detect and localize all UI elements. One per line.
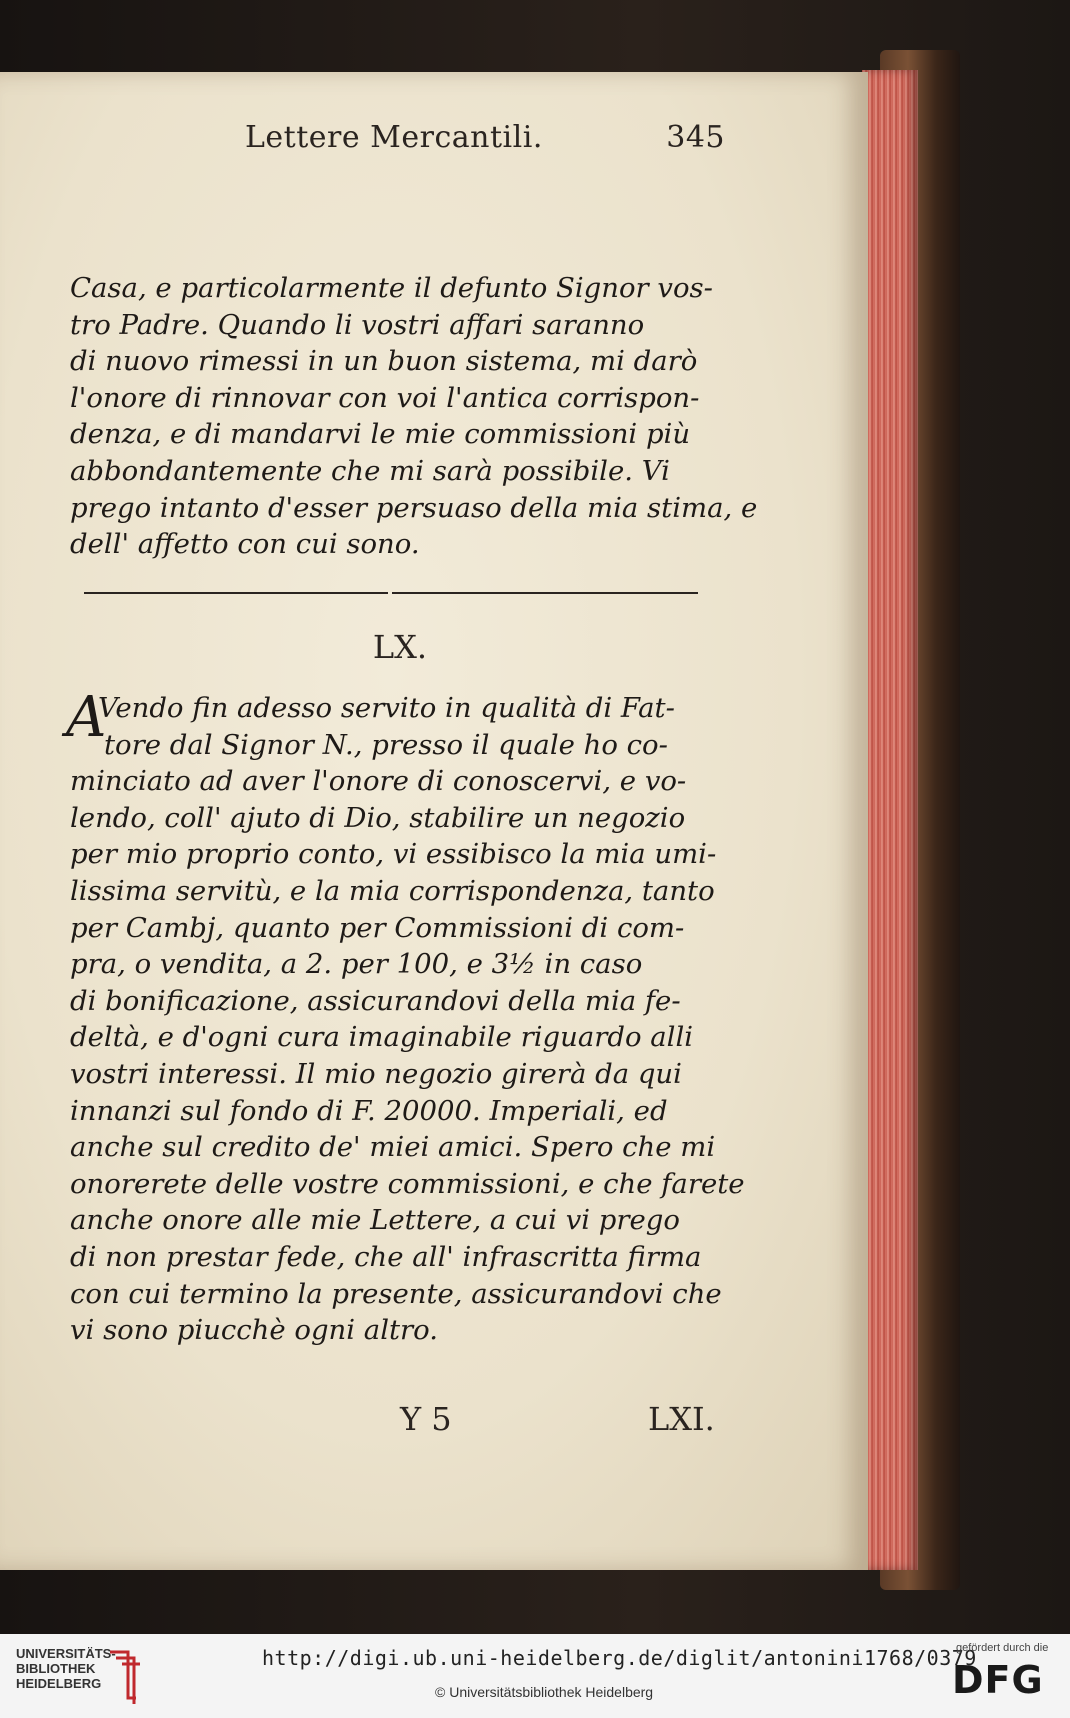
- text-line: per Cambj, quanto per Commissioni di com-: [70, 911, 685, 944]
- text-line: minciato ad aver l'onore di conoscervi, e vo-: [70, 765, 687, 798]
- text-line: con cui termino la presente, assicurandovi che: [70, 1277, 722, 1310]
- text-line: tore dal Signor N., presso il quale ho co-: [104, 728, 668, 761]
- text-line: Casa, e particolarmente il defunto Signor vos-: [70, 272, 713, 304]
- text-line: pra, o vendita, a 2. per 100, e 3½ in caso: [70, 948, 643, 981]
- text-line: anche sul credito de' miei amici. Spero che mi: [70, 1131, 716, 1164]
- running-head-title: Lettere Mercantili.: [245, 120, 543, 155]
- copyright-notice: © Universitätsbibliothek Heidelberg: [435, 1684, 654, 1700]
- library-name: [16, 1646, 116, 1691]
- text-line: Vendo fin adesso servito in qualità di Fat-: [98, 692, 675, 724]
- red-page-edges: [862, 70, 918, 1570]
- drop-cap: A: [66, 685, 107, 750]
- library-logo-icon: [106, 1644, 144, 1706]
- text-line: lendo, coll' ajuto di Dio, stabilire un negozio: [70, 801, 686, 834]
- library-name-line: BIBLIOTHEK: [16, 1661, 96, 1676]
- library-name-line: HEIDELBERG: [16, 1676, 102, 1691]
- signature-mark: Y 5: [400, 1400, 452, 1438]
- text-line: vostri interessi. Il mio negozio girerà da qui: [70, 1057, 682, 1090]
- text-line: innanzi sul fondo di F. 20000. Imperiali, ed: [70, 1094, 668, 1127]
- section-divider-right: [392, 592, 698, 594]
- viewer-footer: [0, 1634, 1070, 1718]
- text-line: di non prestar fede, che all' infrascritta firma: [70, 1240, 702, 1273]
- text-line: onorerete delle vostre commissioni, e che farete: [70, 1167, 745, 1200]
- permalink-url[interactable]: http://digi.ub.uni-heidelberg.de/diglit/antonini1768/0379: [262, 1646, 977, 1670]
- text-line: prego intanto d'esser persuaso della mia stima, e: [70, 491, 758, 524]
- library-name-line: UNIVERSITÄTS-: [16, 1646, 116, 1661]
- page-number: 345: [666, 120, 725, 155]
- running-head: [245, 120, 725, 170]
- dfg-logo: DFG: [952, 1658, 1044, 1702]
- paragraph-letter-lx: [70, 690, 745, 1349]
- text-line: per mio proprio conto, vi essibisco la mia umi-: [70, 838, 717, 871]
- text-line: di nuovo rimessi in un buon sistema, mi darò: [70, 345, 698, 378]
- text-line: lissima servitù, e la mia corrispondenza, tanto: [70, 874, 715, 907]
- funding-note: gefördert durch die: [956, 1642, 1049, 1654]
- text-line: dell' affetto con cui sono.: [70, 528, 420, 561]
- text-line: denza, e di mandarvi le mie commissioni più: [70, 418, 691, 451]
- text-line: tro Padre. Quando li vostri affari saranno: [70, 308, 645, 341]
- text-line: di bonificazione, assicurandovi della mia fe-: [70, 984, 681, 1017]
- text-line: deltà, e d'ogni cura imaginabile riguardo alli: [70, 1021, 694, 1054]
- section-divider-left: [84, 592, 388, 594]
- text-line: l'onore di rinnovar con voi l'antica corrispon-: [70, 381, 700, 414]
- text-line: anche onore alle mie Lettere, a cui vi prego: [70, 1204, 680, 1237]
- section-heading: LX.: [372, 628, 428, 666]
- text-line: vi sono piucchè ogni altro.: [70, 1314, 439, 1347]
- paragraph-continued-letter: [70, 270, 758, 563]
- text-line: abbondantemente che mi sarà possibile. Vi: [70, 454, 670, 487]
- catchword: LXI.: [648, 1400, 715, 1438]
